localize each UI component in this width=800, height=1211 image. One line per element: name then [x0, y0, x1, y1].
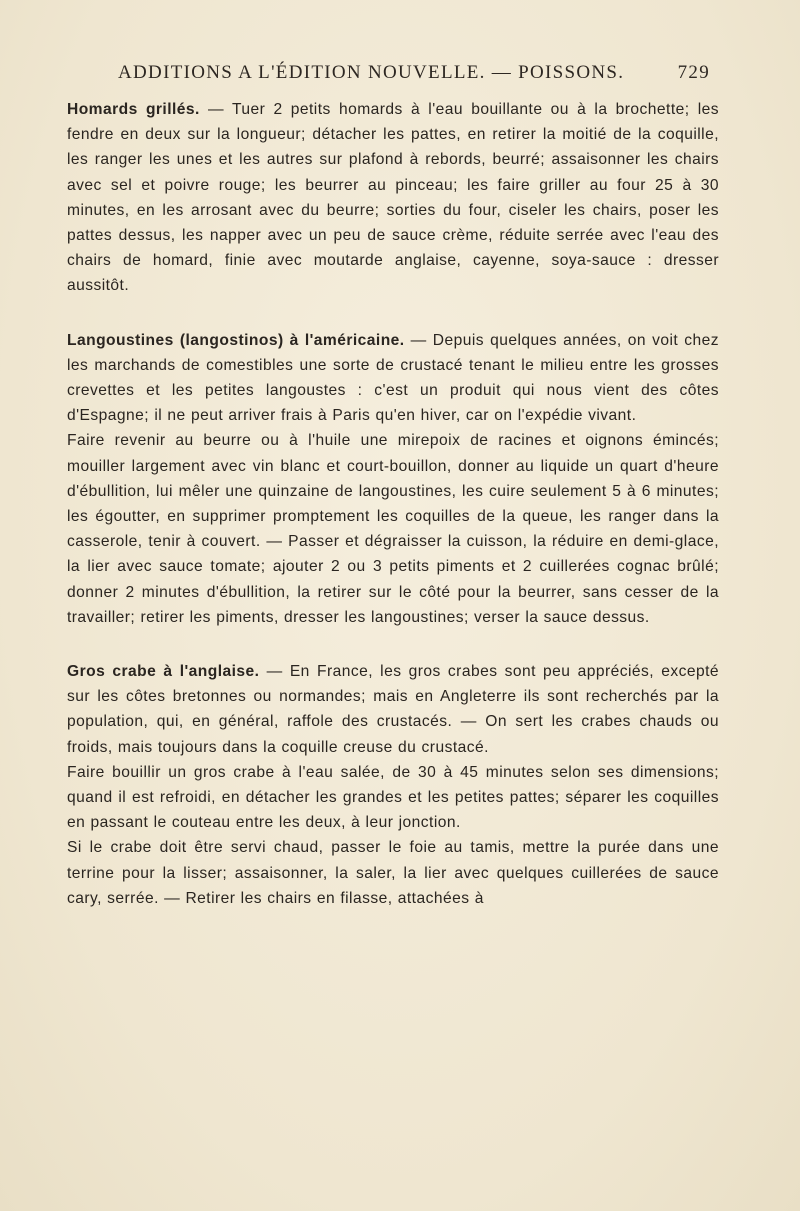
- paragraph-homards: [67, 97, 719, 299]
- section-text-langoustines: — Depuis quelques années, on voit chez les marchands de comestibles une sorte de crustacé tenant le milieu entre les grosses crevettes et les petites langoustes : c'est un produit qui nous vient des côtes d'Espagne; il ne peut arriver frais à Paris qu'en hiver, car on l'expédie vivant.: [67, 331, 719, 425]
- section-title-crabe: Gros crabe à l'anglaise.: [67, 663, 260, 681]
- paragraph-crabe-serve: Si le crabe doit être servi chaud, passer le foie au tamis, mettre la purée dans une terrine pour la lisser; assaisonner, la saler, la lier avec quelques cuillerées de sauce cary, serrée. — Retirer les chairs en filasse, attachées à: [67, 839, 719, 907]
- section-text-crabe: — En France, les gros crabes sont peu appréciés, excepté sur les côtes bretonnes ou normandes; mais en Angleterre ils sont recherchés par la population, qui, en général, raffole des crustacés. — On sert les crabes chauds ou froids, mais toujours dans la coquille creuse du crustacé.: [67, 663, 719, 756]
- running-title: ADDITIONS A L'ÉDITION NOUVELLE. — POISSONS.: [118, 62, 625, 83]
- body-text: [67, 97, 719, 911]
- section-title-langoustines: Langoustines (langostinos) à l'américaine.: [67, 331, 405, 349]
- section-title-homards: Homards grillés.: [67, 101, 200, 118]
- page-header: [118, 62, 710, 88]
- section-text-homards: — Tuer 2 petits homards à l'eau bouillante ou à la brochette; les fendre en deux sur la longueur; détacher les pattes, en retirer la moitié de la coquille, les ranger les unes et les autres sur plafond à rebords, beurré; assaisonner les chairs avec sel et poivre rouge; les beurrer au pinceau; les faire griller au four 25 à 30 minutes, en les arrosant avec du beurre; sorties du four, ciseler les chairs, poser les pattes dessus, les napper avec un peu de sauce crème, réduite serrée avec l'eau des chairs de homard, finie avec moutarde anglaise, cayenne, soya-sauce : dresser aussitôt.: [67, 101, 719, 295]
- paragraph-langoustines-recipe: Faire revenir au beurre ou à l'huile une mirepoix de racines et oignons émincés; mouiller largement avec vin blanc et court-bouillon, donner au liquide un quart d'heure d'ébullition, lui mêler une quinzaine de langoustines, les cuire seulement 5 à 6 minutes; les égoutter, en supprimer promptement les coquilles de la queue, les ranger dans la casserole, tenir à couvert. — Passer et dégraisser la cuisson, la réduire en demi-glace, la lier avec sauce tomate; ajouter 2 ou 3 petits piments et 2 cuillerées cognac brûlé; donner 2 minutes d'ébullition, la retirer sur le côté pour la beurrer, sans cesser de la travailler; retirer les piments, dresser les langoustines; verser la sauce dessus.: [67, 432, 719, 626]
- page-number: 729: [677, 62, 710, 83]
- paragraph-langoustines-intro: [67, 328, 719, 429]
- paragraph-crabe-boil: Faire bouillir un gros crabe à l'eau salée, de 30 à 45 minutes selon ses dimensions; quand il est refroidi, en détacher les grandes et les petites pattes; séparer les coquilles en passant le couteau entre les deux, à leur jonction.: [67, 763, 719, 832]
- paragraph-crabe-intro: [67, 659, 719, 760]
